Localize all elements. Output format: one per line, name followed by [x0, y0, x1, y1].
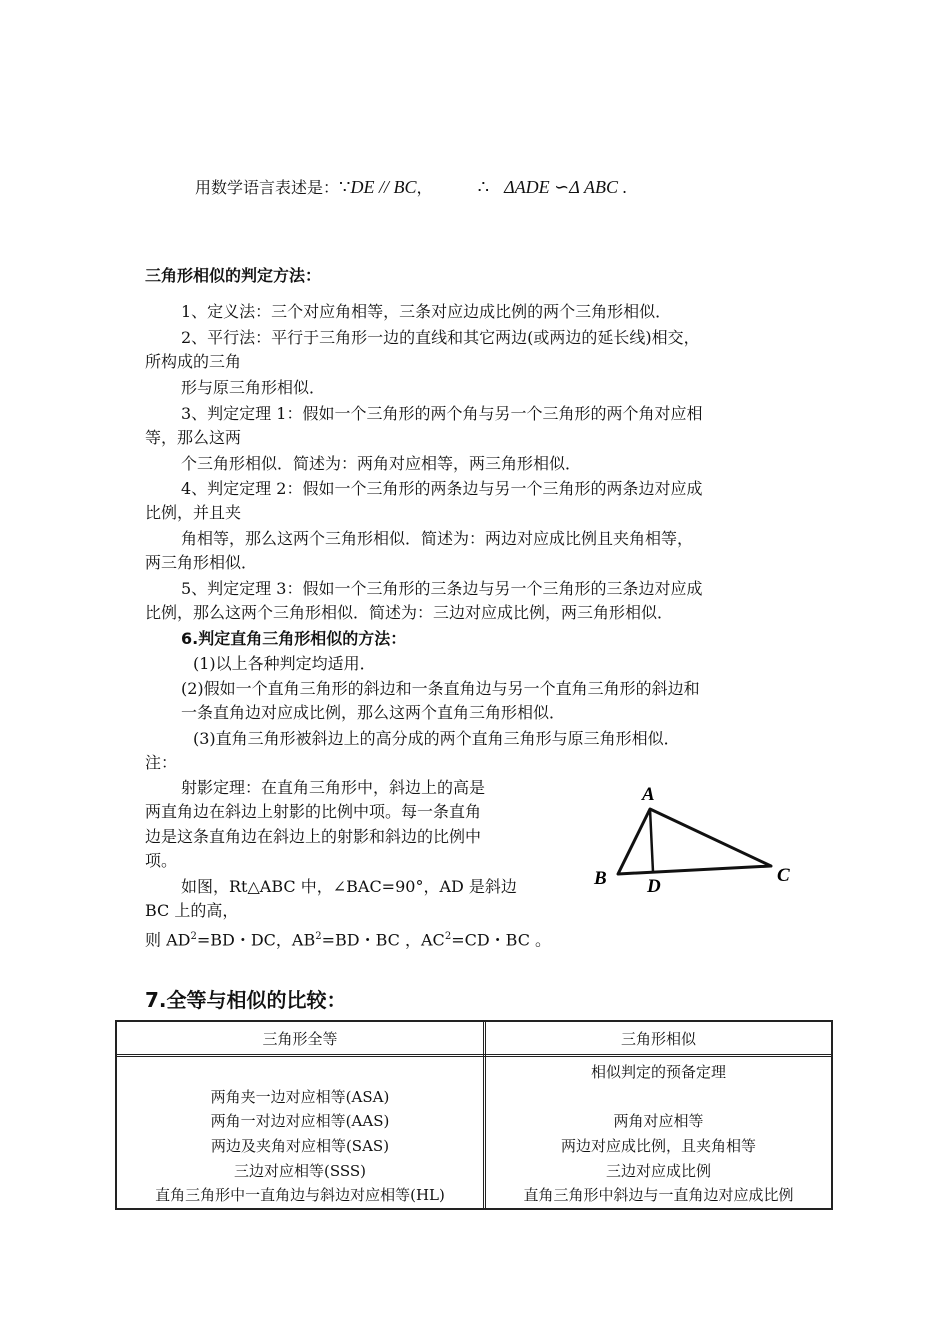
- rule-3: (3)直角三角形被斜边上的高分成的两个直角三角形与原三角形相似．: [193, 729, 680, 748]
- method-2-line-a: 2、平行法：平行于三角形一边的直线和其它两边(或两边的延长线)相交，: [181, 328, 700, 347]
- method-3-line-a: 3、判定定理 1：假如一个三角形的两个角与另一个三角形的两个角对应相: [181, 404, 703, 423]
- method-3-line-c: 个三角形相似．简述为：两角对应相等，两三角形相似．: [181, 454, 582, 473]
- method-2-line-b: 所构成的三角: [145, 352, 242, 371]
- formula-part-ad: 则 AD: [145, 930, 191, 950]
- similar-row: 相似判定的预备定理: [590, 1063, 726, 1081]
- intro-statement: [195, 174, 627, 201]
- rule-1: (1)以上各种判定均适用．: [193, 654, 376, 673]
- vertex-a-label: A: [642, 784, 655, 805]
- because-symbol: ∵: [339, 177, 351, 197]
- formula-part-ab: =BD・DC，AB: [196, 930, 316, 950]
- comparison-heading: 7.全等与相似的比较：: [145, 988, 347, 1012]
- methods-heading: 三角形相似的判定方法：: [145, 266, 322, 285]
- similar-row: 两边对应成比例，且夹角相等: [560, 1137, 756, 1155]
- table-header-similar: 三角形相似: [620, 1030, 696, 1048]
- projection-line-6: BC 上的高，: [145, 901, 239, 920]
- table-header-congruent: 三角形全等: [262, 1030, 338, 1048]
- note-label: 注：: [145, 753, 178, 772]
- method-1: 1、定义法：三个对应角相等，三条对应边成比例的两个三角形相似．: [181, 302, 672, 321]
- method-4-line-a: 4、判定定理 2：假如一个三角形的两条边与另一个三角形的两条边对应成: [181, 479, 703, 498]
- method-3-line-b: 等，那么这两: [145, 428, 242, 447]
- similar-row: 两角对应相等: [613, 1112, 704, 1130]
- projection-formula: [145, 925, 575, 952]
- table-header-divider: [117, 1054, 831, 1057]
- congruent-row: 三边对应相等(SSS): [233, 1162, 366, 1180]
- vertex-b-label: B: [594, 868, 607, 889]
- right-triangle-heading: 6.判定直角三角形相似的方法：: [181, 629, 407, 648]
- triangle-abc: [618, 809, 771, 874]
- method-4-line-c: 角相等，那么这两个三角形相似．简述为：两边对应成比例且夹角相等，: [181, 529, 694, 548]
- formula-part-ac: =BD・BC ，AC: [321, 930, 445, 950]
- congruent-row: 直角三角形中一直角边与斜边对应相等(HL): [155, 1186, 445, 1204]
- method-5-line-a: 5、判定定理 3：假如一个三角形的三条边与另一个三角形的三条边对应成: [181, 579, 703, 598]
- method-4-line-b: 比例，并且夹: [145, 503, 242, 522]
- superscript-2: 2: [444, 931, 452, 942]
- congruent-row: 两边及夹角对应相等(SAS): [210, 1137, 390, 1155]
- similar-row: 直角三角形中斜边与一直角边对应成比例: [523, 1186, 794, 1204]
- intro-comma: ，: [416, 178, 433, 197]
- method-4-line-d: 两三角形相似．: [145, 553, 258, 572]
- rule-2-line-a: (2)假如一个直角三角形的斜边和一条直角边与另一个直角三角形的斜边和: [181, 679, 700, 698]
- superscript-2: 2: [190, 931, 197, 942]
- therefore-symbol: ∴: [477, 177, 490, 197]
- projection-line-5: 如图，Rt△ABC 中，∠BAC=90°，AD 是斜边: [181, 877, 517, 896]
- congruent-row: 两角夹一边对应相等(ASA): [210, 1088, 390, 1106]
- projection-line-4: 项。: [145, 851, 178, 870]
- similar-row: 三边对应成比例: [605, 1162, 711, 1180]
- comparison-table: [115, 1020, 833, 1210]
- formula-part-end: =CD・BC 。: [451, 930, 552, 950]
- altitude-ad: [650, 809, 653, 872]
- triangle-figure: [585, 775, 805, 905]
- intro-label: 用数学语言表述是：: [195, 178, 340, 197]
- conclusion-formula: ΔADE ∽Δ ABC: [504, 177, 618, 197]
- method-2-line-c: 形与原三角形相似．: [181, 378, 326, 397]
- projection-line-2: 两直角边在斜边上射影的比例中项。每一条直角: [145, 802, 482, 821]
- point-d-label: D: [647, 876, 661, 897]
- projection-line-3: 边是这条直角边在斜边上的射影和斜边的比例中: [145, 827, 482, 846]
- projection-line-1: 射影定理：在直角三角形中，斜边上的高是: [181, 778, 486, 797]
- premise-formula: DE // BC: [350, 177, 417, 197]
- superscript-2: 2: [315, 931, 322, 942]
- intro-period: .: [622, 178, 628, 197]
- method-5-line-b: 比例，那么这两个三角形相似．简述为：三边对应成比例，两三角形相似．: [145, 603, 674, 622]
- congruent-row: 两角一对边对应相等(AAS): [210, 1112, 390, 1130]
- vertex-c-label: C: [777, 865, 790, 886]
- rule-2-line-b: 一条直角边对应成比例，那么这两个直角三角形相似．: [181, 703, 566, 722]
